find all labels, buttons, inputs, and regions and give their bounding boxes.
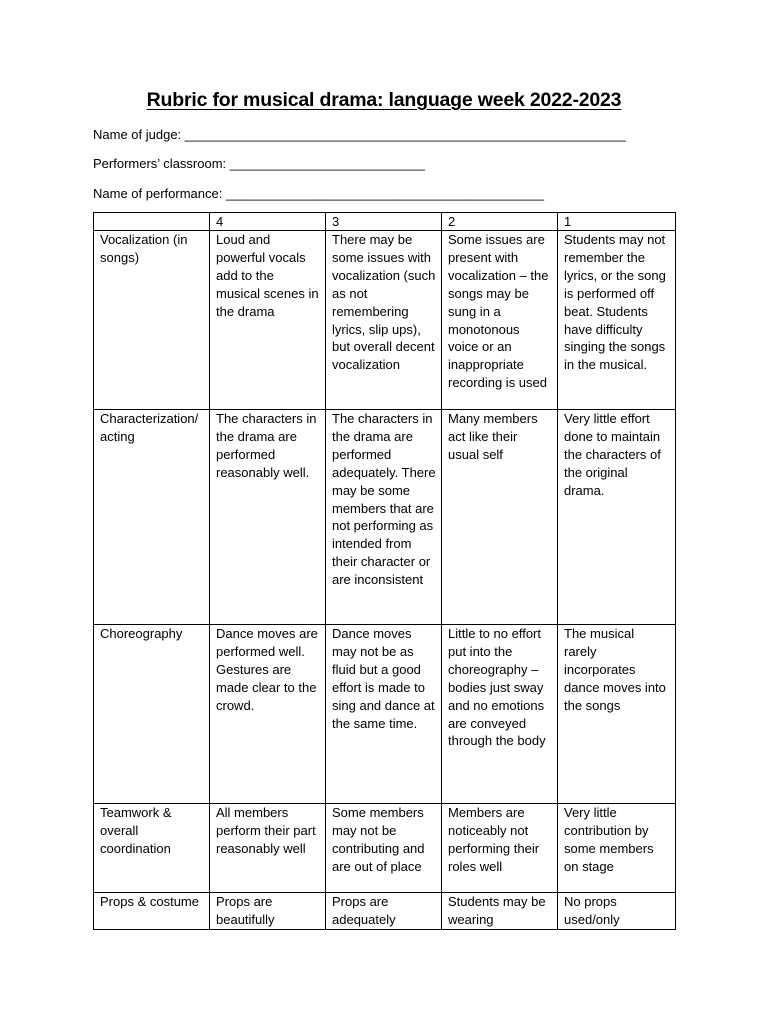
descriptor-cell-3: Props are adequately	[326, 893, 442, 930]
judge-name-blank: _____________________________________________________________	[184, 127, 626, 142]
header-cell-criterion	[94, 213, 210, 231]
descriptor-cell-3: The characters in the drama are performed adequately. There may be some members that are not performing as intended from their character or are inconsistent	[326, 410, 442, 625]
performance-blank: ____________________________________________	[225, 186, 545, 201]
table-row-characterization	[94, 410, 676, 625]
descriptor-cell-4: Dance moves are performed well. Gestures are made clear to the crowd.	[210, 625, 326, 804]
descriptor-cell-3: Some members may not be contributing and are out of place	[326, 804, 442, 893]
criterion-cell: Characterization/acting	[94, 410, 210, 625]
descriptor-cell-1: Students may not remember the lyrics, or the song is performed off beat. Students have difficulty singing the songs in the musical.	[558, 231, 676, 410]
criterion-cell: Teamwork & overall coordination	[94, 804, 210, 893]
descriptor-cell-4: All members perform their part reasonably well	[210, 804, 326, 893]
descriptor-cell-2: Members are noticeably not performing their roles well	[442, 804, 558, 893]
descriptor-cell-1: Very little contribution by some members on stage	[558, 804, 676, 893]
judge-name-field	[93, 127, 626, 142]
descriptor-cell-4: Props are beautifully	[210, 893, 326, 930]
descriptor-cell-1: No props used/only	[558, 893, 676, 930]
descriptor-cell-2: Some issues are present with vocalization – the songs may be sung in a monotonous voice or an inappropriate recording is used	[442, 231, 558, 410]
performance-label: Name of performance:	[93, 186, 226, 201]
table-row-vocalization	[94, 231, 676, 410]
descriptor-cell-4: Loud and powerful vocals add to the musical scenes in the drama	[210, 231, 326, 410]
descriptor-cell-3: Dance moves may not be as fluid but a good effort is made to sing and dance at the same time.	[326, 625, 442, 804]
performance-field	[93, 186, 544, 201]
criterion-cell: Choreography	[94, 625, 210, 804]
descriptor-cell-1: Very little effort done to maintain the characters of the original drama.	[558, 410, 676, 625]
judge-name-label: Name of judge:	[93, 127, 185, 142]
descriptor-cell-2: Students may be wearing	[442, 893, 558, 930]
classroom-field	[93, 156, 425, 171]
descriptor-cell-4: The characters in the drama are performed reasonably well.	[210, 410, 326, 625]
rubric-table	[93, 212, 676, 930]
table-row-props-costume	[94, 893, 676, 930]
header-cell-score-4: 4	[210, 213, 326, 231]
document-title: Rubric for musical drama: language week 2022-2023	[146, 89, 622, 111]
descriptor-cell-3: There may be some issues with vocalization (such as not remembering lyrics, slip ups), but overall decent vocalization	[326, 231, 442, 410]
table-row-choreography	[94, 625, 676, 804]
classroom-label: Performers’ classroom:	[93, 156, 230, 171]
header-cell-score-1: 1	[558, 213, 676, 231]
header-cell-score-3: 3	[326, 213, 442, 231]
table-row-teamwork	[94, 804, 676, 893]
criterion-cell: Props & costume	[94, 893, 210, 930]
criterion-cell: Vocalization (in songs)	[94, 231, 210, 410]
header-cell-score-2: 2	[442, 213, 558, 231]
classroom-blank: ___________________________	[229, 156, 425, 171]
table-header-row	[94, 213, 676, 231]
descriptor-cell-2: Many members act like their usual self	[442, 410, 558, 625]
descriptor-cell-1: The musical rarely incorporates dance moves into the songs	[558, 625, 676, 804]
descriptor-cell-2: Little to no effort put into the choreography – bodies just sway and no emotions are conveyed through the body	[442, 625, 558, 804]
